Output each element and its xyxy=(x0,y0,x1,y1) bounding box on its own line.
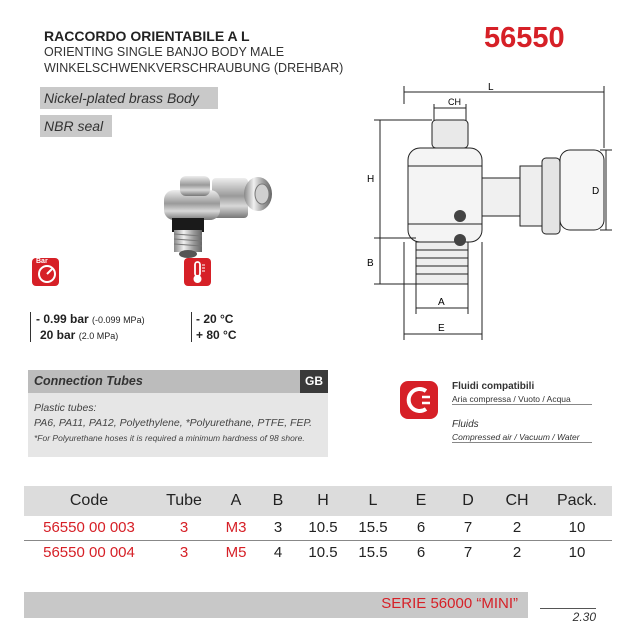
pressure-max: 20 bar (2.0 MPa) xyxy=(40,328,119,342)
table-header-row xyxy=(24,486,612,516)
col-l: L xyxy=(348,486,398,516)
table-row xyxy=(24,540,612,564)
dim-label-D: D xyxy=(592,186,600,197)
cell-tube: 3 xyxy=(154,516,214,540)
temperature-divider xyxy=(191,312,192,342)
col-b: B xyxy=(258,486,298,516)
pressure-min: - 0.99 bar (-0.099 MPa) xyxy=(36,312,145,326)
dim-label-B: B xyxy=(367,258,374,269)
dim-label-E: E xyxy=(438,323,445,334)
cell-code: 56550 00 003 xyxy=(24,516,154,540)
cell-pack: 10 xyxy=(568,543,586,561)
language-badge: GB xyxy=(300,370,328,393)
dim-label-H: H xyxy=(367,174,375,185)
connection-tubes-heading: Connection Tubes xyxy=(28,370,328,393)
cell-h: 10.5 xyxy=(298,516,348,540)
page-number: 2.30 xyxy=(572,610,596,624)
connection-line-2: PA6, PA11, PA12, Polyethylene, *Polyurethane, PTFE, FEP. xyxy=(34,417,313,429)
col-tube: Tube xyxy=(154,486,214,516)
cell-code: 56550 00 004 xyxy=(43,543,135,561)
pressure-divider xyxy=(30,312,31,342)
temperature-max: + 80 °C xyxy=(196,328,237,342)
fluids-logo-icon xyxy=(400,381,438,419)
product-photo xyxy=(150,168,280,264)
cell-ch: 2 xyxy=(492,516,542,540)
thermometer-icon xyxy=(184,258,211,286)
cell-h: 10.5 xyxy=(308,543,338,561)
dim-label-CH: CH xyxy=(448,97,461,107)
fluids-title-it: Fluidi compatibili xyxy=(452,381,535,392)
col-pack: Pack. xyxy=(542,486,612,516)
col-a: A xyxy=(214,486,258,516)
cell-l: 15.5 xyxy=(348,516,398,540)
title-italian: RACCORDO ORIENTABILE A L xyxy=(44,28,250,44)
title-english: ORIENTING SINGLE BANJO BODY MALE xyxy=(44,45,285,59)
fluids-desc-en: Compressed air / Vacuum / Water xyxy=(452,432,592,443)
material-body-tag: Nickel-plated brass Body xyxy=(40,87,218,109)
connection-line-1: Plastic tubes: xyxy=(34,402,97,414)
cell-pack: 10 xyxy=(542,516,612,540)
cell-a: M5 xyxy=(225,543,247,561)
fluids-title-en: Fluids xyxy=(452,419,479,430)
material-seal-tag: NBR seal xyxy=(40,115,112,137)
col-code: Code xyxy=(24,486,154,516)
dim-label-L: L xyxy=(488,82,494,93)
cell-b: 3 xyxy=(258,516,298,540)
cell-b: 4 xyxy=(273,543,283,561)
cell-tube: 3 xyxy=(179,543,189,561)
dim-label-A: A xyxy=(438,297,445,308)
dimensions-table xyxy=(24,486,612,564)
pressure-icon-label: Bar xyxy=(36,258,48,265)
page-number-rule xyxy=(540,608,596,609)
col-e: E xyxy=(398,486,444,516)
connection-tubes-body xyxy=(28,393,328,457)
table-row xyxy=(24,516,612,540)
technical-drawing xyxy=(350,78,620,346)
cell-d: 7 xyxy=(444,516,492,540)
product-code: 56550 xyxy=(484,22,565,54)
cell-d: 7 xyxy=(463,543,473,561)
cell-e: 6 xyxy=(398,516,444,540)
cell-ch: 2 xyxy=(512,543,522,561)
temperature-min: - 20 °C xyxy=(196,312,234,326)
cell-a: M3 xyxy=(214,516,258,540)
connection-note: *For Polyurethane hoses it is required a minimum hardness of 98 shore. xyxy=(34,433,305,443)
col-ch: CH xyxy=(492,486,542,516)
title-german: WINKELSCHWENKVERSCHRAUBUNG (DREHBAR) xyxy=(44,61,344,75)
col-d: D xyxy=(444,486,492,516)
series-banner: SERIE 56000 “MINI” xyxy=(24,592,528,618)
fluids-desc-it: Aria compressa / Vuoto / Acqua xyxy=(452,394,592,405)
col-h: H xyxy=(298,486,348,516)
cell-l: 15.5 xyxy=(358,543,388,561)
cell-e: 6 xyxy=(416,543,426,561)
